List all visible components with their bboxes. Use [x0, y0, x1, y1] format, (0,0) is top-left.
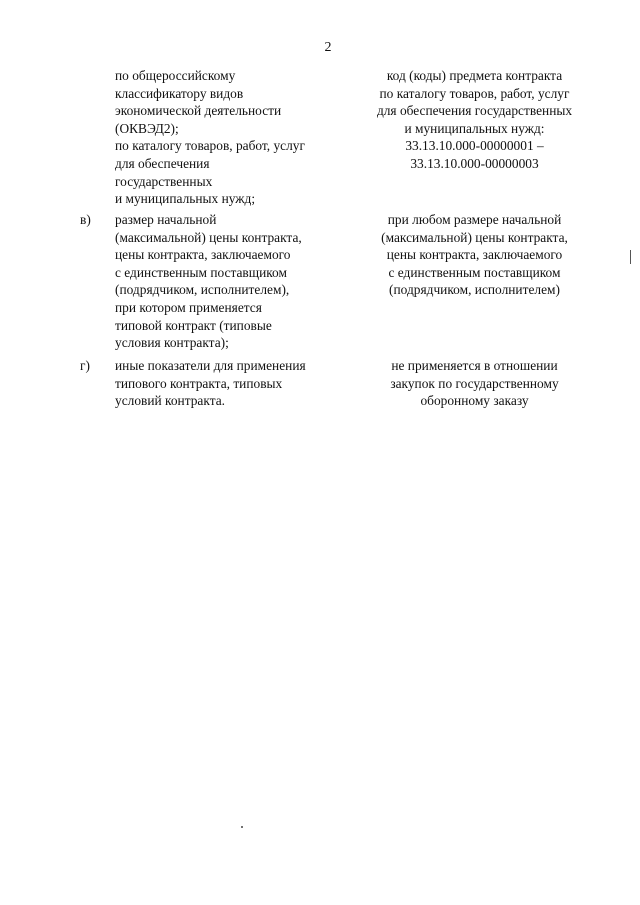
text-line: условий контракта. — [115, 393, 225, 409]
section-v-left-text — [115, 211, 347, 352]
text-line: и муниципальных нужд; — [115, 191, 256, 207]
text-line: (подрядчиком, исполнителем) — [389, 282, 560, 298]
text-line: цены контракта, заключаемого — [386, 247, 563, 263]
item-marker-v: в) — [80, 212, 91, 227]
text-line: с единственным поставщиком — [388, 264, 561, 280]
text-line: при любом размере начальной — [387, 212, 562, 227]
scan-edge-mark — [630, 250, 631, 264]
text-line: для обеспечения — [115, 155, 210, 171]
text-line: для обеспечения государственных — [376, 103, 573, 119]
text-line: (ОКВЭД2); — [115, 120, 179, 136]
text-line: закупок по государственному — [390, 375, 559, 391]
section-top-right-text — [352, 67, 597, 173]
text-line: (максимальной) цены контракта, — [381, 229, 568, 245]
text-line: (максимальной) цены контракта, — [115, 229, 302, 245]
text-line: 33.13.10.000-00000001 – — [405, 138, 544, 154]
text-line: по каталогу товаров, работ, услуг — [115, 138, 305, 154]
text-line: с единственным поставщиком — [115, 264, 287, 280]
text-line: оборонному заказу — [420, 393, 529, 409]
section-top-left-text — [115, 67, 347, 208]
item-marker-g: г) — [80, 358, 90, 373]
section-v-right-text — [352, 211, 597, 299]
scan-speck — [241, 826, 243, 828]
text-line: не применяется в отношении — [391, 358, 558, 373]
text-line: цены контракта, заключаемого — [115, 247, 291, 263]
text-line: типовой контракт (типовые — [115, 317, 272, 333]
page-number: 2 — [324, 40, 332, 55]
text-line: типового контракта, типовых — [115, 375, 283, 391]
text-line: условия контракта); — [115, 335, 229, 351]
text-line: классификатору видов — [115, 85, 244, 101]
text-line: государственных — [115, 173, 213, 189]
text-line: по общероссийскому — [115, 68, 236, 83]
text-line: при котором применяется — [115, 299, 262, 315]
text-line: (подрядчиком, исполнителем), — [115, 282, 290, 298]
section-g-left-text — [115, 357, 347, 410]
text-line: и муниципальных нужд: — [404, 120, 545, 136]
text-line: 33.13.10.000-00000003 — [410, 155, 539, 171]
text-line: иные показатели для применения — [115, 358, 306, 373]
text-line: код (коды) предмета контракта — [386, 68, 563, 83]
text-line: по каталогу товаров, работ, услуг — [379, 85, 570, 101]
text-line: размер начальной — [115, 212, 217, 227]
text-line: экономической деятельности — [115, 103, 282, 119]
section-g-right-text — [352, 357, 597, 410]
